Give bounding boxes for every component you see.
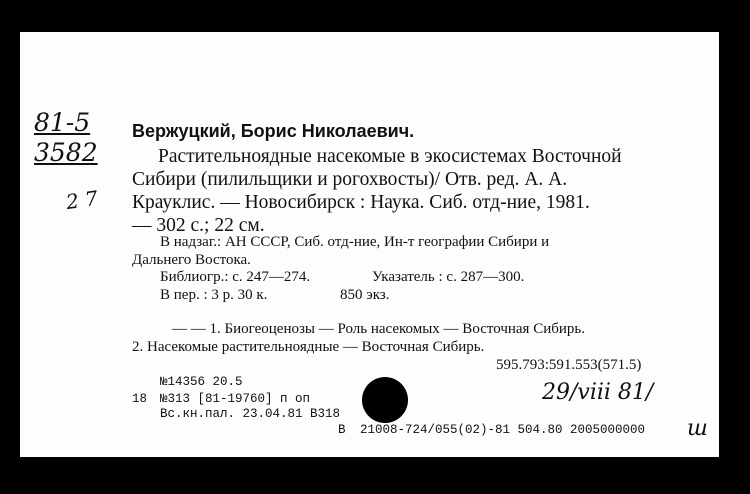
footer-line-a-prefix: 18 <box>132 392 148 406</box>
binding-price: В пер. : 3 р. 30 к. <box>160 287 268 303</box>
handwritten-date: 29/viii 81/ <box>542 380 654 405</box>
copies-count: 850 экз. <box>340 287 390 303</box>
footer-line-a: №313 [81-19760] п оп <box>160 392 311 406</box>
card-number: №14356 20.5 <box>160 375 243 389</box>
footer-line-c: 21008-724/055(02)-81 504.80 2005000000 <box>360 423 646 437</box>
title-line-2: Сибири (пилильщики и рогохвосты)/ Отв. ред. А. А. <box>132 169 568 190</box>
subject-line-1: — — 1. Биогеоценозы — Роль насекомых — Восточная Сибирь. <box>172 321 585 337</box>
title-line-1: Растительноядные насекомые в экосистемах Восточной <box>158 146 622 167</box>
call-number-top: 81-5 <box>34 108 91 137</box>
call-number-bottom: 3582 <box>34 138 98 167</box>
title-line-3: Крауклис. — Новосибирск : Наука. Сиб. отд-ние, 1981. <box>132 192 590 213</box>
catalog-card <box>20 32 719 457</box>
punch-hole <box>362 377 408 423</box>
margin-note: 2 7 <box>64 185 100 215</box>
note-line-1: В надзаг.: АН СССР, Сиб. отд-ние, Ин-т географии Сибири и <box>160 234 550 250</box>
bibliography: Библиогр.: с. 247—274. <box>160 269 311 285</box>
classification-code: 595.793:591.553(571.5) <box>496 357 642 373</box>
author-heading: Вержуцкий, Борис Николаевич. <box>132 121 415 141</box>
title-line-4: — 302 с.; 22 см. <box>132 215 265 236</box>
footer-line-c-prefix: В <box>338 423 346 437</box>
subject-line-2: 2. Насекомые растительноядные — Восточная Сибирь. <box>132 339 485 355</box>
note-line-2: Дальнего Востока. <box>132 252 251 268</box>
index-note: Указатель : с. 287—300. <box>372 269 525 285</box>
handwritten-initials: ш <box>687 416 708 441</box>
footer-line-b: Вс.кн.пал. 23.04.81 В318 <box>160 407 341 421</box>
